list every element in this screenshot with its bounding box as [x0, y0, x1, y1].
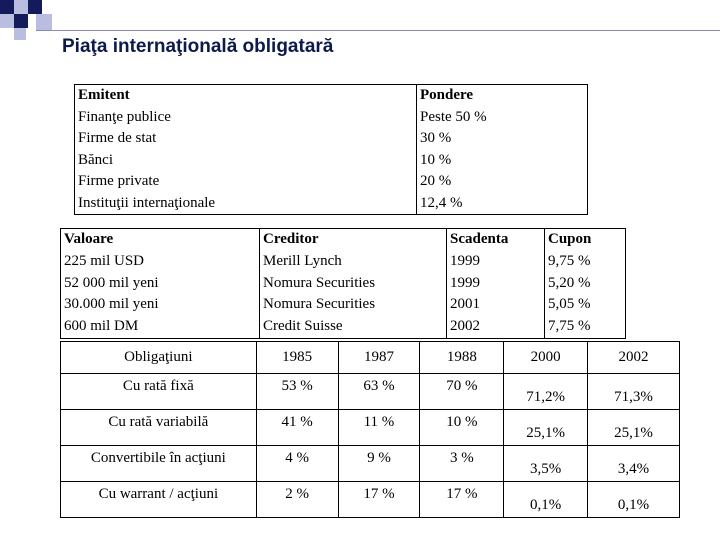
column-header: 1988: [420, 342, 504, 374]
column-header: Scadenta: [450, 231, 509, 247]
issuer-weight-table: [74, 84, 588, 215]
decor-square: [14, 14, 28, 28]
cell-value: 10 %: [420, 410, 504, 446]
cell-value: 7,75 %: [548, 318, 591, 335]
column-header: Valoare: [64, 231, 114, 247]
cell-value: Credit Suisse: [263, 318, 343, 335]
cell-value: 20 %: [420, 173, 452, 189]
cell-value: Finanţe publice: [78, 108, 171, 125]
page-title: Piaţa internaţională obligatară: [62, 36, 334, 57]
table-row: [61, 374, 680, 410]
cell-value: 30 %: [420, 130, 452, 146]
row-label: Cu warrant / acţiuni: [61, 482, 257, 518]
issuer-column: [75, 85, 417, 215]
row-label: Convertibile în acţiuni: [61, 446, 257, 482]
creditor-column: [260, 229, 447, 339]
cell-value: Firme de stat: [78, 130, 157, 146]
cell-value: 52 000 mil yeni: [64, 274, 159, 291]
cell-value: 1999: [450, 252, 480, 269]
table-row: [61, 410, 680, 446]
table-row: [61, 482, 680, 518]
column-header: Pondere: [420, 87, 474, 103]
cell-value: 17 %: [338, 482, 420, 518]
cell-value: 30.000 mil yeni: [64, 296, 159, 313]
cell-value: Firme private: [78, 173, 160, 189]
cell-value: 3,5%: [504, 446, 588, 482]
row-label: Cu rată variabilă: [61, 410, 257, 446]
decor-square: [0, 14, 14, 28]
table-row: [75, 85, 588, 215]
cell-value: 0,1%: [504, 482, 588, 518]
cell-value: 0,1%: [588, 482, 680, 518]
column-header: 2000: [504, 342, 588, 374]
table-header-row: [61, 342, 680, 374]
column-header: Obligaţiuni: [61, 342, 257, 374]
cell-value: 71,3%: [588, 374, 680, 410]
weight-column: [417, 85, 588, 215]
bond-issues-table: [60, 228, 626, 339]
cell-value: 2 %: [256, 482, 338, 518]
cell-value: 9 %: [338, 446, 420, 482]
decor-square: [14, 28, 26, 40]
cell-value: Bănci: [78, 151, 113, 168]
cell-value: Nomura Securities: [263, 274, 376, 291]
cell-value: 63 %: [338, 374, 420, 410]
cell-value: 3 %: [420, 446, 504, 482]
cell-value: 70 %: [420, 374, 504, 410]
cell-value: 2001: [450, 296, 480, 313]
column-header: Creditor: [263, 231, 319, 247]
cell-value: Merill Lynch: [263, 252, 342, 269]
column-header: 1987: [338, 342, 420, 374]
cell-value: 41 %: [256, 410, 338, 446]
decor-square: [36, 14, 52, 30]
cell-value: 1999: [450, 274, 480, 291]
value-column: [61, 229, 260, 339]
cell-value: 4 %: [256, 446, 338, 482]
cell-value: 17 %: [420, 482, 504, 518]
coupon-column: [545, 229, 626, 339]
decor-square: [14, 0, 28, 14]
cell-value: 71,2%: [504, 374, 588, 410]
table-row: [61, 446, 680, 482]
column-header: Cupon: [548, 231, 592, 247]
bond-types-table: [60, 341, 680, 518]
cell-value: 11 %: [338, 410, 420, 446]
table-row: [61, 229, 626, 339]
cell-value: 25,1%: [588, 410, 680, 446]
cell-value: 5,05 %: [548, 296, 591, 313]
cell-value: 225 mil USD: [64, 252, 145, 269]
cell-value: 3,4%: [588, 446, 680, 482]
maturity-column: [447, 229, 545, 339]
cell-value: 12,4 %: [420, 194, 463, 211]
cell-value: 9,75 %: [548, 252, 591, 269]
title-rule: [36, 30, 720, 31]
cell-value: 2002: [450, 318, 480, 335]
column-header: 2002: [588, 342, 680, 374]
cell-value: 25,1%: [504, 410, 588, 446]
decor-square: [28, 0, 42, 14]
cell-value: 5,20 %: [548, 274, 591, 291]
cell-value: 600 mil DM: [64, 318, 139, 335]
decor-square: [0, 0, 14, 14]
row-label: Cu rată fixă: [61, 374, 257, 410]
cell-value: 53 %: [256, 374, 338, 410]
cell-value: 10 %: [420, 151, 452, 168]
column-header: 1985: [256, 342, 338, 374]
cell-value: Instituţii internaţionale: [78, 194, 216, 211]
cell-value: Nomura Securities: [263, 296, 376, 313]
cell-value: Peste 50 %: [420, 108, 487, 125]
column-header: Emitent: [78, 87, 130, 103]
